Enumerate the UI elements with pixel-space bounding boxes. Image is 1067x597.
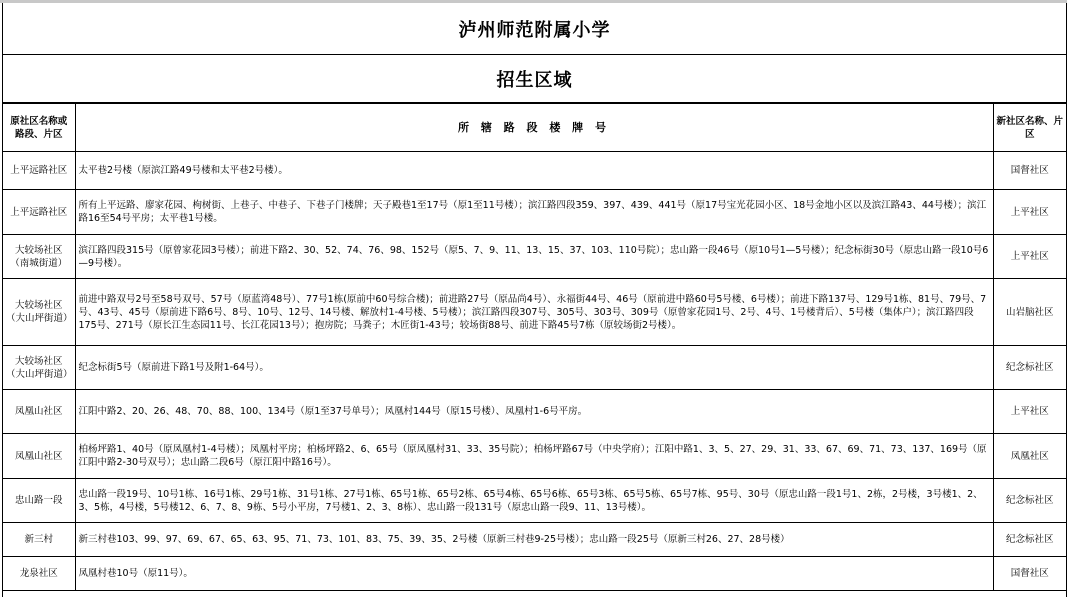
table-row [3,434,1066,479]
section-title: 招生区域 [3,55,1066,103]
roads-cell: 滨江路四段315号（原曾家花园3号楼）；前进下路2、30、52、74、76、98、152号（原5、7、9、11、13、15、37、103、110号院）；忠山路一段46号（原10号1—5号楼）；纪念标街30号（原忠山路一段10号6—9号楼）。 [75,235,993,279]
roads-cell: 新三村巷103、99、97、69、67、65、63、95、71、73、101、83、75、39、35、2号楼（原新三村巷9-25号楼）；忠山路一段25号（原新三村26、27、28号楼） [75,523,993,557]
roads-cell: 凤凰村巷10号（原11号）。 [75,557,993,591]
original-area-cell: 上平远路社区 [3,152,75,190]
header-roads: 所 辖 路 段 楼 牌 号 [75,104,993,152]
roads-cell: 所有上平远路、廖家花园、枸树街、上巷子、中巷子、下巷子门楼牌；天子殿巷1至17号（原1至11号楼）；滨江路四段359、397、439、441号（原17号宝光花园小区、18号金地小区以及滨江路43、44号楼）；滨江路16至54号平房；太平巷1号楼。 [75,190,993,235]
enrollment-table [3,103,1066,591]
original-area-cell: 大较场社区（南城街道） [3,235,75,279]
original-area-cell: 凤凰山社区 [3,434,75,479]
table-row [3,557,1066,591]
original-area-cell: 凤凰山社区 [3,390,75,434]
table-row [3,235,1066,279]
table-row [3,523,1066,557]
new-area-cell: 纪念标社区 [993,523,1066,557]
original-area-cell: 大较场社区（大山坪街道） [3,279,75,346]
new-area-cell: 国督社区 [993,152,1066,190]
table-row [3,390,1066,434]
new-area-cell: 上平社区 [993,190,1066,235]
new-area-cell: 上平社区 [993,390,1066,434]
new-area-cell: 纪念标社区 [993,346,1066,390]
table-row [3,152,1066,190]
header-original-area: 原社区名称或路段、片区 [3,104,75,152]
original-area-cell: 新三村 [3,523,75,557]
new-area-cell: 凤凰社区 [993,434,1066,479]
table-row [3,190,1066,235]
roads-cell: 江阳中路2、20、26、48、70、88、100、134号（原1至37号单号）；凤凰村144号（原15号楼）、凤凰村1-6号平房。 [75,390,993,434]
table-row [3,346,1066,390]
original-area-cell: 龙泉社区 [3,557,75,591]
header-row [3,104,1066,152]
original-area-cell: 大较场社区（大山坪街道） [3,346,75,390]
roads-cell: 太平巷2号楼（原滨江路49号楼和太平巷2号楼）。 [75,152,993,190]
new-area-cell: 纪念标社区 [993,479,1066,523]
school-title: 泸州师范附属小学 [3,3,1066,55]
header-new-area: 新社区名称、片区 [993,104,1066,152]
roads-cell: 柏杨坪路1、40号（原凤凰村1-4号楼）；凤凰村平房；柏杨坪路2、6、65号（原凤凰村31、33、35号院）；柏杨坪路67号（中央学府）；江阳中路1、3、5、27、29、31、33、67、69、71、73、137、169号（原江阳中路2-30号双号）；忠山路二段6号（原江阳中路16号）。 [75,434,993,479]
new-area-cell: 山岩脑社区 [993,279,1066,346]
roads-cell: 纪念标街5号（原前进下路1号及附1-64号）。 [75,346,993,390]
table-row [3,479,1066,523]
new-area-cell: 国督社区 [993,557,1066,591]
enrollment-sheet [2,3,1067,597]
original-area-cell: 忠山路一段 [3,479,75,523]
new-area-cell: 上平社区 [993,235,1066,279]
roads-cell: 忠山路一段19号、10号1栋、16号1栋、29号1栋、31号1栋、27号1栋、65号1栋、65号2栋、65号4栋、65号6栋、65号3栋、65号5栋、65号7栋、95号、30号（原忠山路一段1号1、2栋，2号楼，3号楼1、2、3、5栋，4号楼，5号楼12、6、7、8、9栋、5号小平房，7号楼1、2、3、8栋）、忠山路一段131号（原忠山路一段9、11、13号楼）。 [75,479,993,523]
original-area-cell: 上平远路社区 [3,190,75,235]
table-row [3,279,1066,346]
roads-cell: 前进中路双号2号至58号双号、57号（原蓝湾48号）、77号1栋(原前中60号综合楼)；前进路27号（原品尚4号）、永福街44号、46号（原前进中路60号5号楼、6号楼）；前进下路137号、129号1栋、81号、79号、7号、43号、45号（原前进下路6号、8号、10号、12号、14号楼、解放村1-4号楼、5号楼）；滨江路四段307号、305号、303号、309号（原曾家花园1号、2号、4号、1号楼背后）、5号楼（集体户）；滨江路四段175号、271号（原长江生态园11号、长江花园13号）；抱房院；马粪子；木匠街1-43号；较场街88号、前进下路45号7栋（原较场街2号楼）。 [75,279,993,346]
